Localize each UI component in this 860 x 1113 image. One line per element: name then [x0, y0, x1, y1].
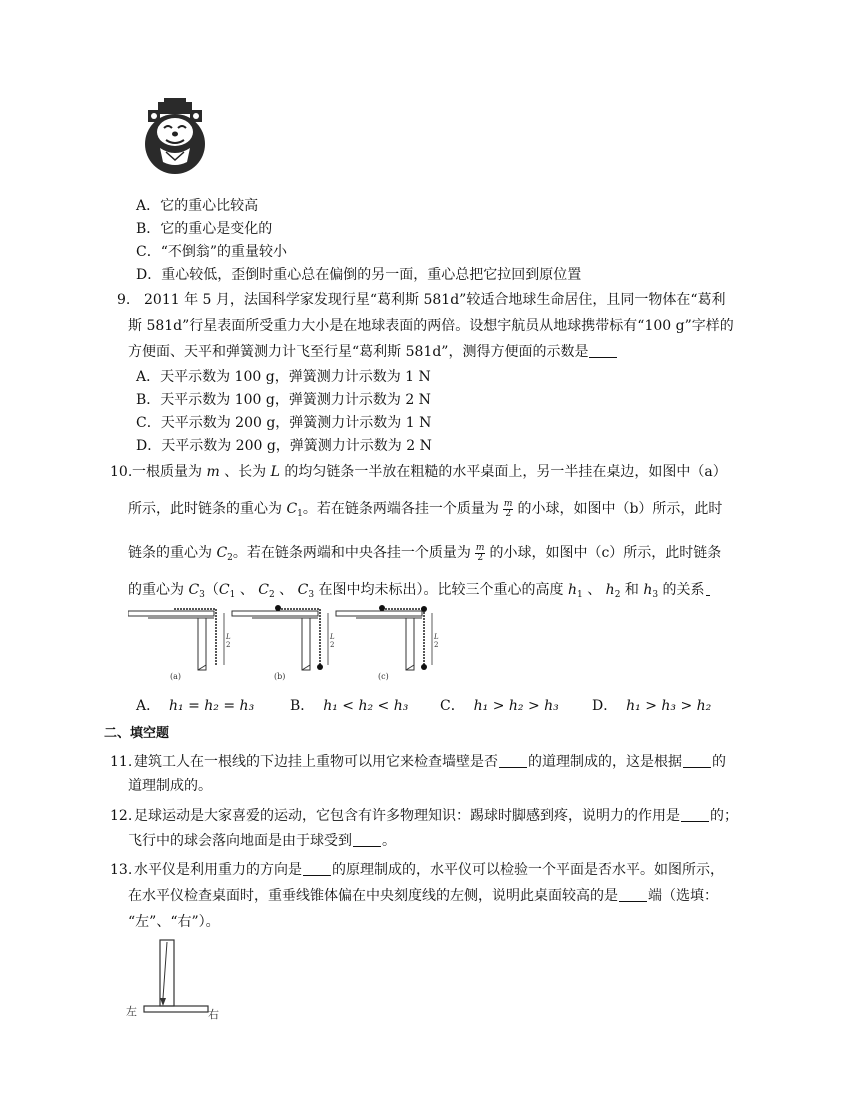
svg-text:2: 2 [226, 641, 231, 649]
q10-figure-b-label: (b) [274, 672, 286, 681]
svg-text:L: L [226, 633, 231, 641]
q11-line-1: 建筑工人在一根线的下边挂上重物可以用它来检查墙壁是否 的道理制成的，这是根据 的 [134, 754, 726, 770]
q10-line-2: 所示，此时链条的重心为 $C_1$。若在链条两端各挂一个质量为 $\frac{m}{2}$ 的小球，如图中（b）所示，此时 [128, 498, 723, 519]
q9-line-1: 2011 年 5 月，法国科学家发现行星“葛利斯 581d”较适合地球生命居住，且同一物体在“葛利 [144, 292, 726, 308]
svg-text:L: L [330, 633, 335, 641]
q13-line-2: 在水平仪检查桌面时，重垂线锥体偏在中央刻度线的左侧，说明此桌面较高的是 端（选填： [128, 888, 718, 904]
q11-number: 11. [110, 754, 133, 770]
q10-line-1: 一根质量为 m 、长为 L 的均匀链条一半放在粗糙的水平桌面上，另一半挂在桌边，如图中（a） [132, 464, 727, 480]
section-fill-in-title: 二、填空题 [104, 726, 170, 741]
q13-label-right: 右 [208, 1008, 219, 1021]
q10-figure-b [232, 605, 335, 681]
q9-option-c: C．天平示数为 200 g，弹簧测力计示数为 1 N [136, 415, 432, 431]
q10-figure-a-label: (a) [170, 672, 182, 681]
q8-option-d: D．重心较低，歪倒时重心总在偏倒的另一面，重心总把它拉回到原位置 [136, 267, 582, 283]
q10-line-3: 链条的重心为 $C_2$。若在链条两端和中央各挂一个质量为 $\frac{m}{2}$ 的小球，如图中（c）所示，此时链条 [128, 542, 722, 563]
q9-blank [589, 343, 617, 358]
q10-option-c: C． h₁ > h₂ > h₃ [440, 698, 559, 714]
q10-blank [706, 581, 710, 596]
q10-figure-c [336, 605, 439, 681]
svg-text:2: 2 [330, 641, 335, 649]
q10-number: 10. [110, 464, 133, 480]
q9-number: 9. [117, 292, 131, 308]
q13-number: 13. [110, 862, 133, 878]
q8-option-a: A．它的重心比较高 [136, 198, 259, 214]
q10-option-a: A． h₁ = h₂ = h₃ [136, 698, 255, 714]
q12-number: 12. [110, 808, 133, 824]
svg-text:L: L [434, 633, 439, 641]
q10-figure-c-label: (c) [378, 672, 389, 681]
q9-option-a: A．天平示数为 100 g，弹簧测力计示数为 1 N [136, 369, 431, 385]
q10-line-4: 的重心为 $C_3(C_1$ 、 $C_2$ 、 $C_3$ 在图中均未标出）。比较三个重心的高度 $h_1$ 、 $h_2$ 和 $h_3$ 的关系 [128, 580, 711, 605]
q12-blank-2 [353, 832, 381, 847]
q10-fraction-m-2: $\frac{m}{2}$ [503, 498, 513, 519]
q13-level-figure [124, 938, 224, 1022]
q13-label-left: 左 [126, 1005, 137, 1018]
q9-line-2: 斯 581d”行星表面所受重力大小是在地球表面的两倍。设想宇航员从地球携带标有“100 g”字样的 [128, 318, 734, 334]
tumbler-doll-figure [138, 96, 212, 176]
q8-option-c: C．“不倒翁”的重量较小 [136, 244, 288, 260]
q10-figure-a [128, 609, 231, 681]
q12-blank-1 [681, 807, 709, 822]
q11-blank-2 [683, 753, 711, 768]
q12-line-2: 飞行中的球会落向地面是由于球受到 。 [128, 833, 396, 849]
q13-line-3: “左”、“右”）。 [128, 914, 220, 930]
q10-option-b: B． h₁ < h₂ < h₃ [290, 698, 409, 714]
q9-line-3: 方便面、天平和弹簧测力计飞至行星“葛利斯 581d”，测得方便面的示数是 [128, 342, 618, 362]
svg-text:2: 2 [434, 641, 439, 649]
q10-fraction-m-2-second: $\frac{m}{2}$ [475, 542, 485, 563]
q12-line-1: 足球运动是大家喜爱的运动，它包含有许多物理知识：踢球时脚感到疼，说明力的作用是 的； [134, 808, 738, 824]
q9-option-b: B．天平示数为 100 g，弹簧测力计示数为 2 N [136, 392, 431, 408]
q11-line-2: 道理制成的。 [128, 778, 212, 794]
q8-option-b: B．它的重心是变化的 [136, 221, 273, 237]
q13-blank-1 [303, 861, 331, 876]
q9-option-d: D．天平示数为 200 g，弹簧测力计示数为 2 N [136, 438, 432, 454]
q13-blank-2 [619, 887, 647, 902]
q10-option-d: D． h₁ > h₃ > h₂ [592, 698, 712, 714]
q10-chain-figures [128, 603, 448, 683]
q11-blank-1 [499, 753, 527, 768]
q13-line-1: 水平仪是利用重力的方向是 的原理制成的，水平仪可以检验一个平面是否水平。如图所示， [134, 862, 724, 878]
